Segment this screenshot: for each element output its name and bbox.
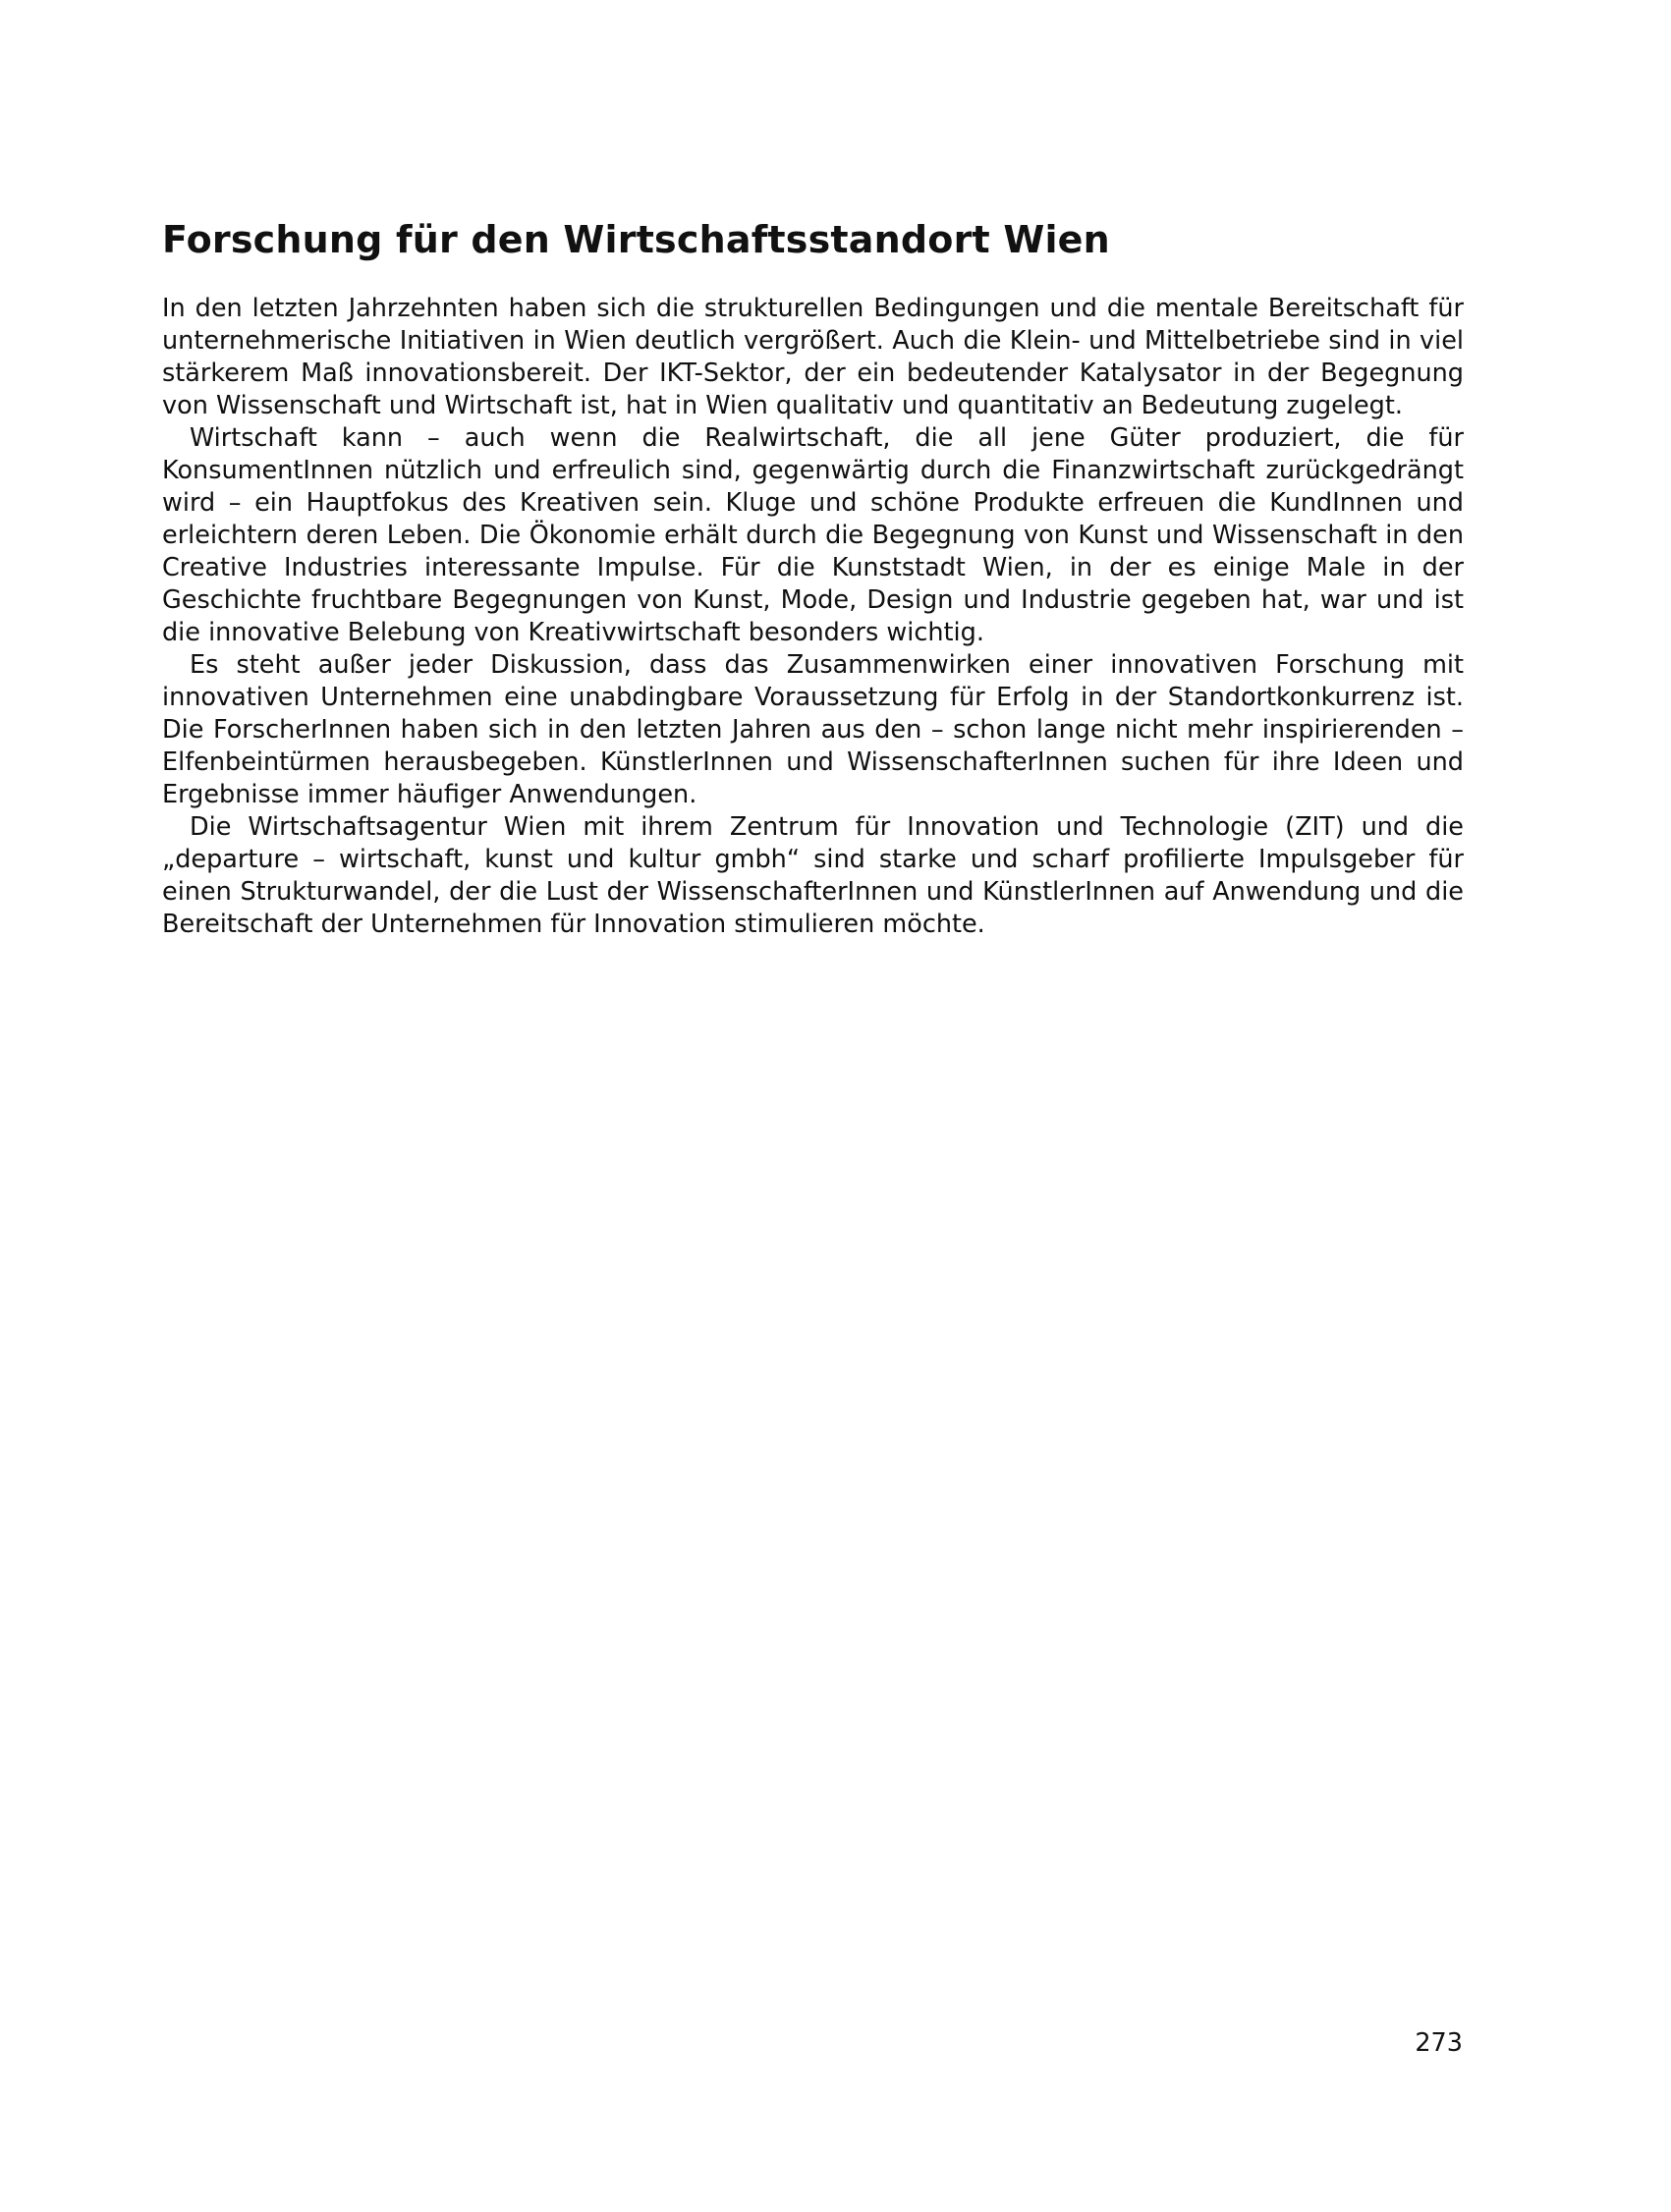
paragraph-1: In den letzten Jahrzehnten haben sich die strukturellen Bedingungen und die mentale Bereitschaft für unternehmerische Initiativen in Wien deutlich vergrößert. Auch die Klein- und Mittelbetriebe sind in viel stärkerem Maß innovationsbereit. Der IKT-Sektor, der ein bedeutender Katalysator in der Begegnung von Wissenschaft und Wirtschaft ist, hat in Wien qualitativ und quantitativ an Bedeutung zugelegt. — [162, 294, 1464, 420]
paragraph-4: Die Wirtschaftsagentur Wien mit ihrem Zentrum für Innovation und Technologie (ZIT) und die „departure – wirtschaft, kunst und kultur gmbh“ sind starke und scharf profilierte Impulsgeber für einen Strukturwandel, der die Lust der WissenschafterInnen und KünstlerInnen auf Anwendung und die Bereitschaft der Unternehmen für Innovation stimulieren möchte. — [162, 812, 1464, 939]
paragraph-2: Wirtschaft kann – auch wenn die Realwirtschaft, die all jene Güter produziert, die für KonsumentInnen nützlich und erfreulich sind, gegenwärtig durch die Finanzwirtschaft zurückgedrängt wird – ein Hauptfokus des Kreativen sein. Kluge und schöne Produkte erfreuen die KundInnen und erleichtern deren Leben. Die Ökonomie erhält durch die Begegnung von Kunst und Wissenschaft in den Creative Industries interessante Impulse. Für die Kunststadt Wien, in der es einige Male in der Geschichte fruchtbare Begegnungen von Kunst, Mode, Design und Industrie gegeben hat, war und ist die innovative Belebung von Kreativwirtschaft besonders wichtig. — [162, 423, 1464, 647]
page-number: 273 — [1415, 2028, 1463, 2058]
page-content — [162, 216, 1464, 941]
section-heading: Forschung für den Wirtschaftsstandort Wien — [162, 218, 1110, 261]
paragraph-3: Es steht außer jeder Diskussion, dass das Zusammenwirken einer innovativen Forschung mit innovativen Unternehmen eine unabdingbare Voraussetzung für Erfolg in der Standortkonkurrenz ist. Die ForscherInnen haben sich in den letzten Jahren aus den – schon lange nicht mehr inspirierenden – Elfenbeintürmen herausbegeben. KünstlerInnen und WissenschafterInnen suchen für ihre Ideen und Ergebnisse immer häufiger Anwendungen. — [162, 650, 1464, 809]
